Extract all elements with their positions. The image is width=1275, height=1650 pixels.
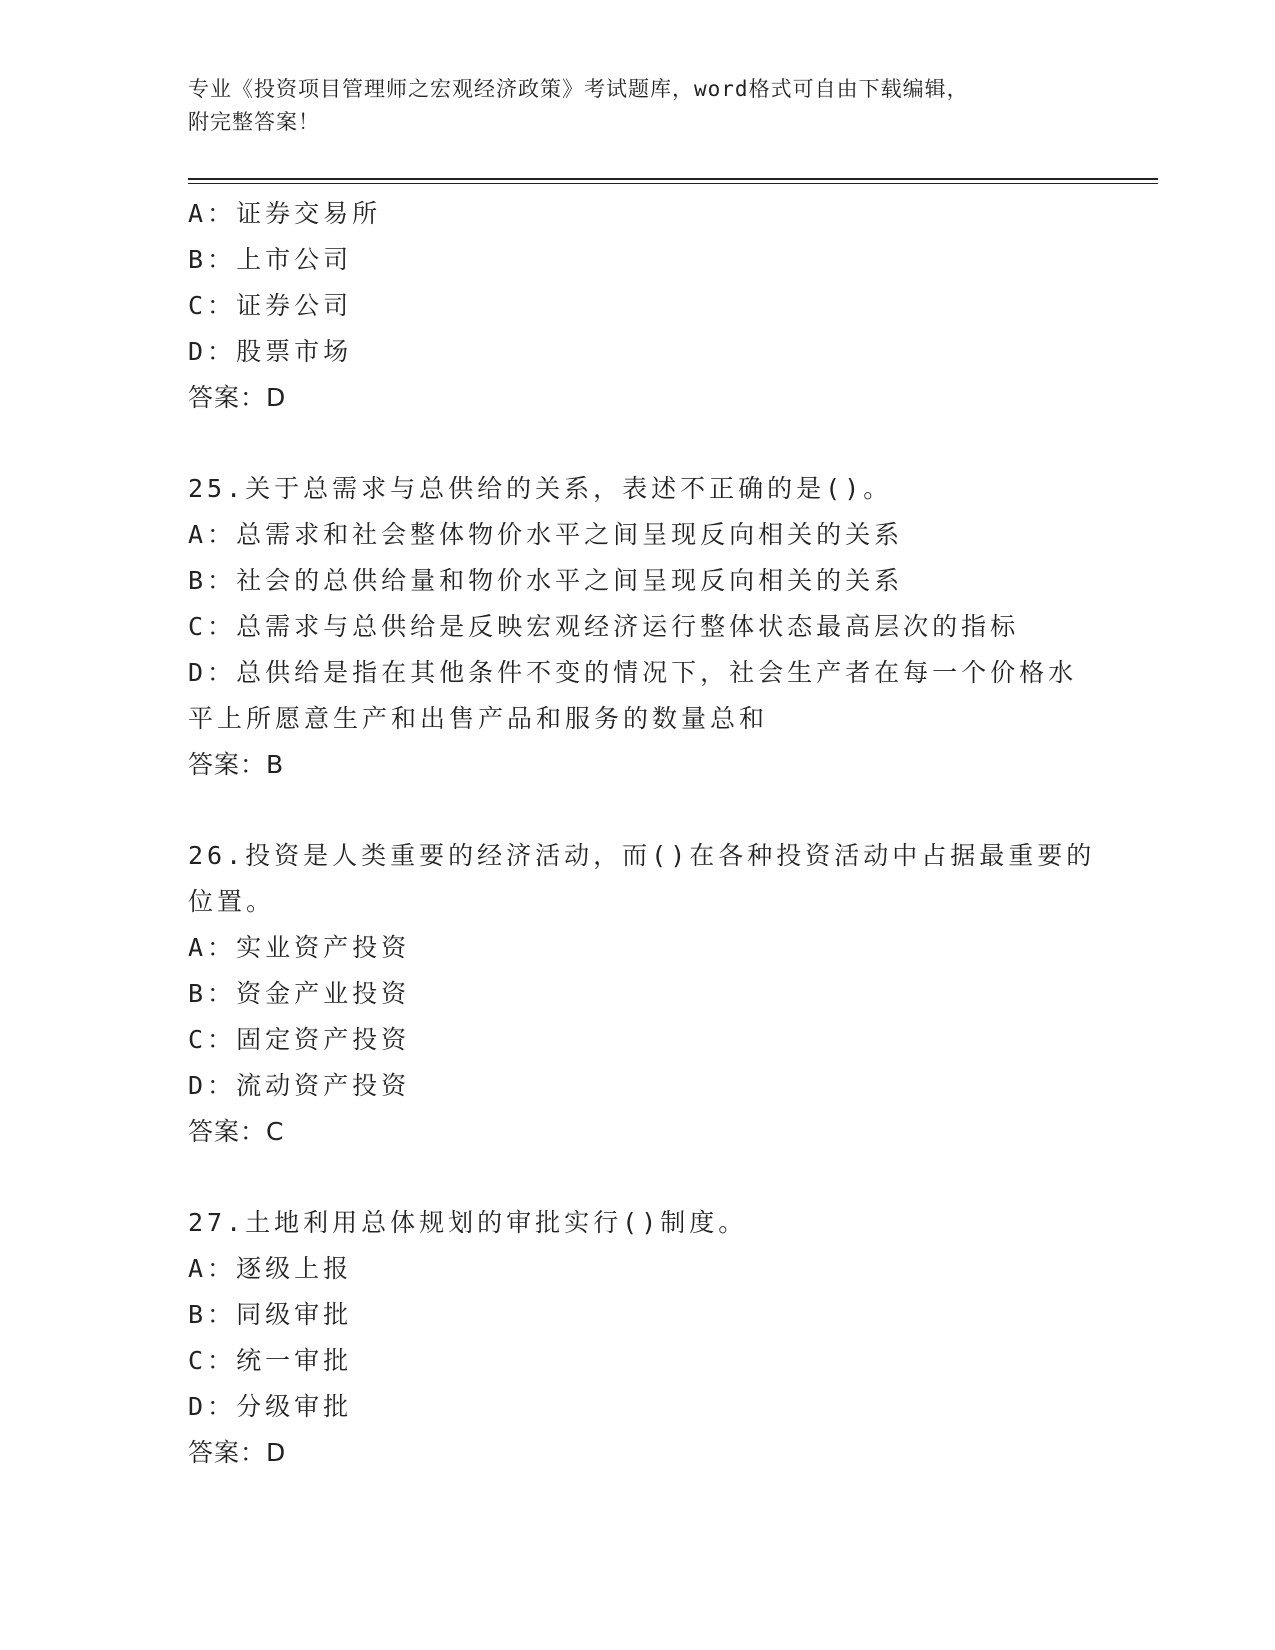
question-block-26	[188, 833, 1096, 1155]
option-d-continued: 平上所愿意生产和出售产品和服务的数量总和	[188, 704, 769, 733]
question-block-25	[188, 466, 1088, 788]
option-a: A：证券交易所	[188, 199, 382, 228]
option-c: C：总需求与总供给是反映宏观经济运行整体状态最高层次的指标	[188, 612, 1020, 641]
option-a: A：总需求和社会整体物价水平之间呈现反向相关的关系	[188, 520, 904, 549]
question-text: 27.土地利用总体规划的审批实行()制度。	[188, 1208, 748, 1237]
option-b: B：社会的总供给量和物价水平之间呈现反向相关的关系	[188, 566, 904, 595]
question-block-27	[188, 1200, 1088, 1476]
answer-line: 答案：D	[188, 1438, 287, 1467]
header-divider-thick	[188, 178, 1158, 180]
header-divider-thin	[188, 183, 1158, 184]
header-line-2: 附完整答案！	[188, 110, 320, 134]
option-c: C：统一审批	[188, 1346, 353, 1375]
question-text-continued: 位置。	[188, 887, 276, 916]
option-d: D：分级审批	[188, 1392, 353, 1421]
question-block-prev	[188, 191, 1088, 421]
document-header	[188, 73, 1088, 139]
option-c: C：证券公司	[188, 291, 353, 320]
option-d: D：总供给是指在其他条件不变的情况下，社会生产者在每一个价格水	[188, 658, 1078, 687]
question-text: 26.投资是人类重要的经济活动，而()在各种投资活动中占据最重要的	[188, 841, 1096, 870]
option-c: C：固定资产投资	[188, 1025, 411, 1054]
option-a: A：逐级上报	[188, 1254, 353, 1283]
option-b: B：同级审批	[188, 1300, 353, 1329]
question-text: 25.关于总需求与总供给的关系，表述不正确的是()。	[188, 474, 893, 503]
question-list	[188, 191, 1096, 1521]
header-line-1: 专业《投资项目管理师之宏观经济政策》考试题库，word格式可自由下载编辑，	[188, 77, 969, 101]
option-b: B：资金产业投资	[188, 979, 411, 1008]
option-d: D：股票市场	[188, 337, 353, 366]
answer-line: 答案：D	[188, 383, 287, 412]
option-b: B：上市公司	[188, 245, 353, 274]
option-d: D：流动资产投资	[188, 1071, 411, 1100]
answer-line: 答案：B	[188, 750, 285, 779]
answer-line: 答案：C	[188, 1117, 285, 1146]
option-a: A：实业资产投资	[188, 933, 411, 962]
